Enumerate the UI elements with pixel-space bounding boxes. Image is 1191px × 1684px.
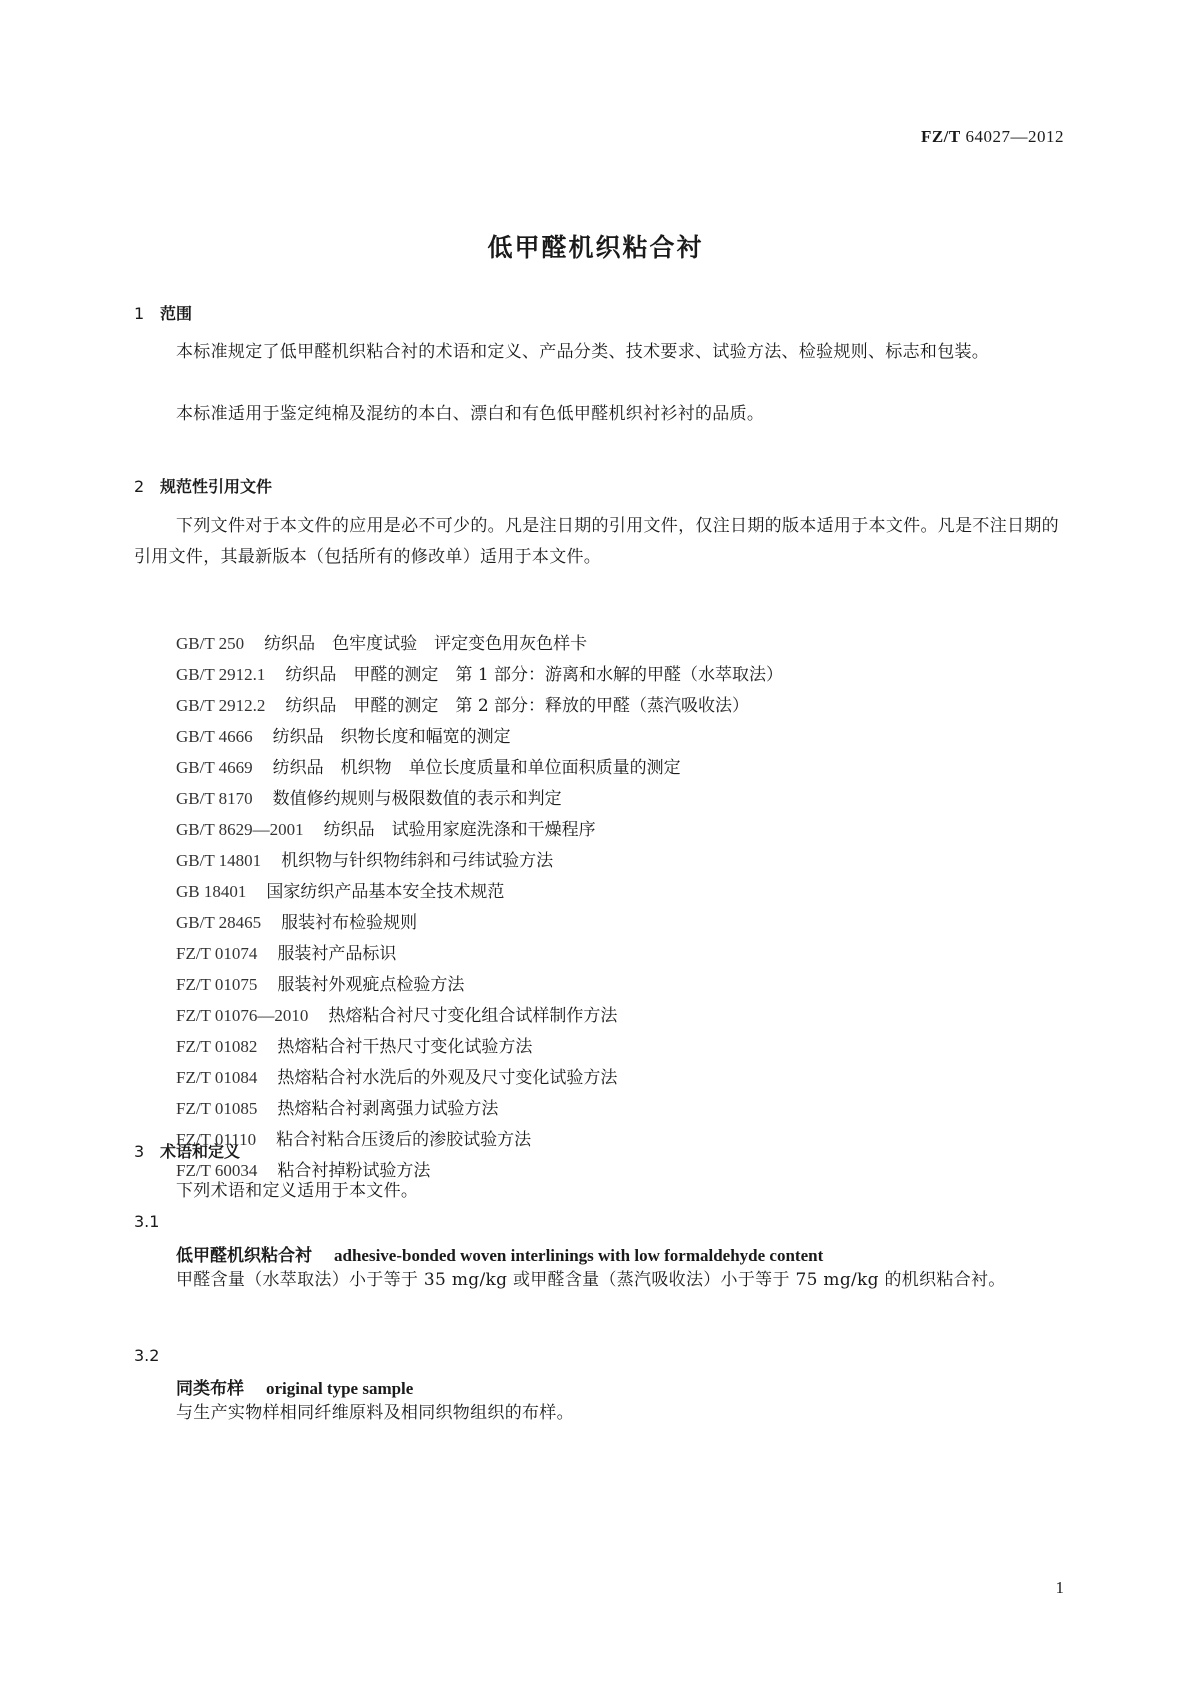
reference-title: 热熔粘合衬水洗后的外观及尺寸变化试验方法 <box>277 1068 618 1088</box>
section-number: 1 <box>134 304 145 323</box>
reference-item <box>176 1124 783 1155</box>
clause-number: 3.2 <box>134 1346 160 1365</box>
reference-code: FZ/T 01084 <box>176 1068 258 1087</box>
scope-paragraph-1: 本标准规定了低甲醛机织粘合衬的术语和定义、产品分类、技术要求、试验方法、检验规则、标志和包装。 <box>176 342 990 362</box>
reference-title: 国家纺织产品基本安全技术规范 <box>266 882 505 902</box>
terms-intro-paragraph: 下列术语和定义适用于本文件。 <box>176 1181 419 1201</box>
document-title: 低甲醛机织粘合衬 <box>487 233 704 262</box>
reference-title: 数值修约规则与极限数值的表示和判定 <box>272 789 562 809</box>
reference-title: 服装衬外观疵点检验方法 <box>277 975 465 995</box>
reference-code: GB/T 2912.1 <box>176 665 266 684</box>
reference-title: 热熔粘合衬尺寸变化组合试样制作方法 <box>328 1006 618 1026</box>
reference-item <box>176 752 783 783</box>
term-definition: 甲醛含量（水萃取法）小于等于 35 mg/kg 或甲醛含量（蒸汽吸收法）小于等于 75 mg/kg 的机织粘合衬。 <box>176 1270 1006 1290</box>
reference-code: GB/T 14801 <box>176 851 262 870</box>
reference-item <box>176 814 783 845</box>
reference-item <box>176 690 783 721</box>
section-title: 范围 <box>160 304 193 323</box>
term-definition: 与生产实物样相同纤维原料及相同织物组织的布样。 <box>176 1403 574 1423</box>
reference-code: GB/T 28465 <box>176 913 262 932</box>
reference-item <box>176 1000 783 1031</box>
reference-title: 机织物与针织物纬斜和弓纬试验方法 <box>281 851 554 871</box>
reference-code: GB/T 4669 <box>176 758 253 777</box>
reference-item <box>176 876 783 907</box>
reference-title: 服装衬产品标识 <box>277 944 397 964</box>
reference-title: 纺织品 色牢度试验 评定变色用灰色样卡 <box>264 634 588 654</box>
reference-code: GB/T 2912.2 <box>176 696 266 715</box>
term-entry <box>176 1241 823 1266</box>
reference-title: 纺织品 机织物 单位长度质量和单位面积质量的测定 <box>272 758 681 778</box>
reference-item <box>176 938 783 969</box>
reference-item <box>176 907 783 938</box>
page-number: 1 <box>1055 1578 1064 1597</box>
reference-title: 纺织品 织物长度和幅宽的测定 <box>272 727 511 747</box>
reference-code: GB/T 250 <box>176 634 245 653</box>
section-number: 3 <box>134 1142 145 1161</box>
reference-code: FZ/T 60034 <box>176 1161 258 1180</box>
reference-item <box>176 1062 783 1093</box>
reference-item <box>176 845 783 876</box>
reference-title: 热熔粘合衬干热尺寸变化试验方法 <box>277 1037 533 1057</box>
reference-title: 纺织品 试验用家庭洗涤和干燥程序 <box>323 820 596 840</box>
reference-code: FZ/T 01075 <box>176 975 258 994</box>
reference-item <box>176 659 783 690</box>
reference-title: 纺织品 甲醛的测定 第 1 部分：游离和水解的甲醛（水萃取法） <box>285 665 784 685</box>
reference-title: 粘合衬粘合压烫后的渗胶试验方法 <box>276 1130 532 1150</box>
reference-code: FZ/T 01076—2010 <box>176 1006 309 1025</box>
reference-item <box>176 969 783 1000</box>
standard-code: 64027—2012 <box>965 127 1064 146</box>
standard-prefix: FZ/T <box>920 127 961 146</box>
reference-title: 服装衬布检验规则 <box>281 913 418 933</box>
reference-item <box>176 628 783 659</box>
section-heading-normative-references <box>134 474 272 497</box>
term-chinese: 低甲醛机织粘合衬 <box>176 1246 312 1266</box>
reference-title: 粘合衬掉粉试验方法 <box>277 1161 431 1181</box>
standard-number <box>921 127 1064 147</box>
term-chinese: 同类布样 <box>176 1379 244 1399</box>
section-heading-scope <box>134 301 192 324</box>
reference-code: GB 18401 <box>176 882 247 901</box>
reference-code: FZ/T 01074 <box>176 944 258 963</box>
section-title: 规范性引用文件 <box>160 477 273 496</box>
clause-number: 3.1 <box>134 1212 160 1231</box>
section-title: 术语和定义 <box>160 1142 241 1161</box>
reference-item <box>176 1093 783 1124</box>
reference-code: GB/T 8170 <box>176 789 253 808</box>
section-number: 2 <box>134 477 145 496</box>
normative-intro-paragraph: 下列文件对于本文件的应用是必不可少的。凡是注日期的引用文件，仅注日期的版本适用于本文件。凡是不注日期的引用文件，其最新版本（包括所有的修改单）适用于本文件。 <box>134 516 1059 567</box>
reference-code: FZ/T 01085 <box>176 1099 258 1118</box>
reference-code: GB/T 4666 <box>176 727 253 746</box>
reference-item <box>176 1031 783 1062</box>
reference-item <box>176 721 783 752</box>
section-heading-terms <box>134 1139 240 1162</box>
term-english: adhesive-bonded woven interlinings with low formaldehyde content <box>334 1246 824 1265</box>
reference-title: 热熔粘合衬剥离强力试验方法 <box>277 1099 499 1119</box>
reference-code: GB/T 8629—2001 <box>176 820 304 839</box>
term-entry <box>176 1374 413 1399</box>
reference-list <box>176 628 783 1186</box>
scope-paragraph-2: 本标准适用于鉴定纯棉及混纺的本白、漂白和有色低甲醛机织衬衫衬的品质。 <box>176 404 765 424</box>
reference-item <box>176 783 783 814</box>
reference-code: FZ/T 01110 <box>176 1130 257 1149</box>
reference-title: 纺织品 甲醛的测定 第 2 部分：释放的甲醛（蒸汽吸收法） <box>285 696 750 716</box>
reference-code: FZ/T 01082 <box>176 1037 258 1056</box>
term-english: original type sample <box>266 1379 414 1398</box>
